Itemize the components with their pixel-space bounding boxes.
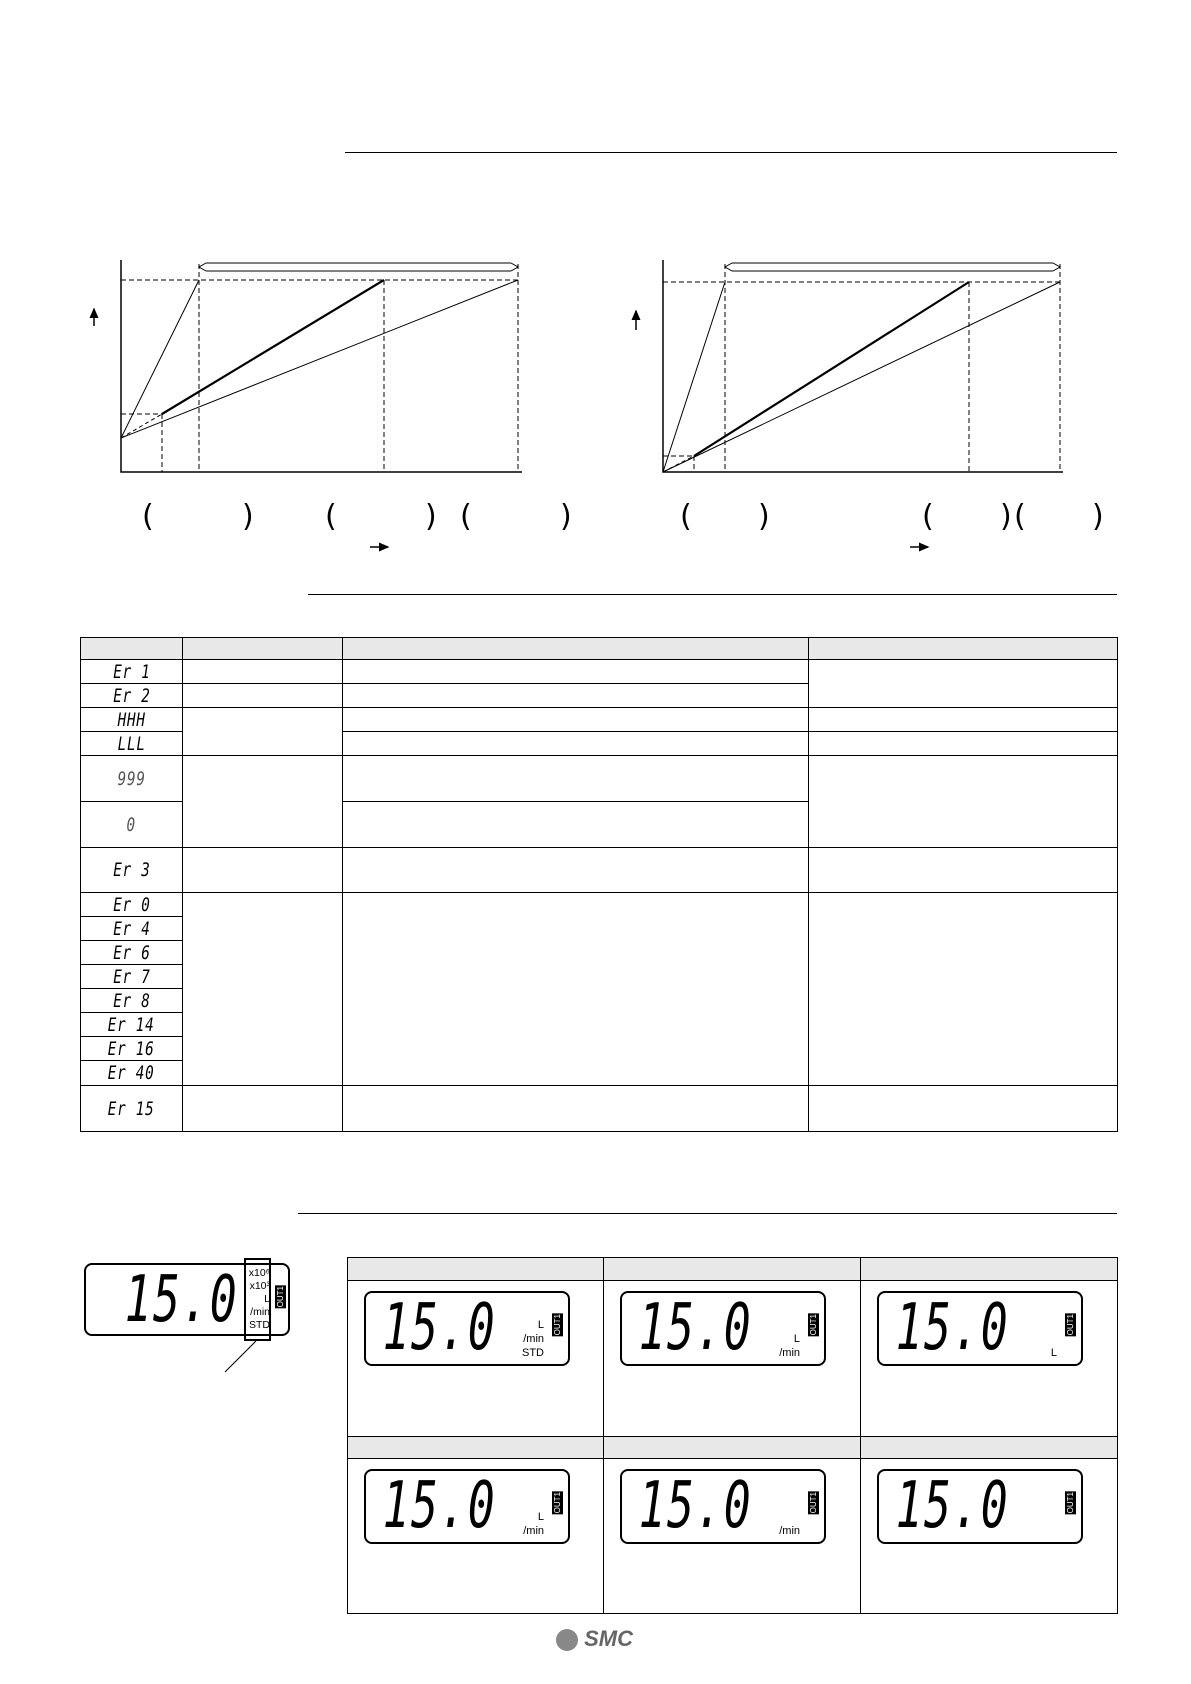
error-code: Er 1	[112, 660, 151, 683]
unit-label: L	[537, 1319, 544, 1331]
error-countermeasure-cell	[809, 660, 1117, 708]
svg-text:(: (	[922, 499, 934, 534]
out1-indicator: OUT1	[809, 1314, 818, 1336]
svg-text:(: (	[1014, 499, 1026, 534]
unit-display-cell	[348, 1281, 604, 1437]
error-code: Er 8	[112, 989, 151, 1012]
unit-indicators	[523, 1510, 544, 1538]
svg-text:(: (	[142, 499, 154, 534]
smc-logo-icon	[556, 1629, 578, 1651]
lcd-display	[877, 1291, 1083, 1366]
error-code: Er 3	[112, 859, 151, 881]
lcd-display	[877, 1469, 1083, 1544]
out1-indicator: OUT1	[553, 1492, 562, 1514]
error-code: Er 14	[108, 1013, 155, 1036]
error-description-cell	[343, 1086, 809, 1132]
error-code-cell	[81, 965, 183, 989]
error-countermeasure-cell	[809, 756, 1117, 848]
error-code: Er 15	[108, 1098, 155, 1120]
error-item-cell	[183, 756, 343, 848]
lcd-display	[620, 1469, 826, 1544]
error-code: Er 0	[112, 893, 151, 916]
unit-label: STD	[522, 1347, 544, 1359]
error-countermeasure-cell	[809, 1086, 1117, 1132]
lcd-display	[364, 1291, 570, 1366]
display-value: 15.0	[895, 1291, 1009, 1365]
error-description-cell	[343, 893, 809, 1086]
error-code-cell	[81, 893, 183, 917]
table-header-cell	[183, 638, 343, 660]
setting-charts	[0, 0, 1191, 640]
error-code-cell	[81, 917, 183, 941]
unit-header-cell	[861, 1437, 1117, 1459]
error-countermeasure-cell	[809, 708, 1117, 732]
unit-header-cell	[348, 1258, 604, 1281]
unit-display-cell	[861, 1459, 1117, 1613]
error-item-cell	[183, 893, 343, 1086]
display-value: 15.0	[124, 1263, 238, 1337]
unit-display-cell	[604, 1281, 861, 1437]
svg-text:(: (	[680, 499, 692, 534]
svg-text:): )	[425, 499, 437, 534]
unit-indicators	[1051, 1346, 1057, 1360]
error-item-cell	[183, 848, 343, 893]
error-code-cell	[81, 1061, 183, 1086]
table-header-cell	[81, 638, 183, 660]
out1-indicator: OUT1	[809, 1492, 818, 1514]
error-code: LLL	[117, 732, 146, 755]
unit-display-cell	[861, 1281, 1117, 1437]
unit-label: /min	[523, 1333, 544, 1345]
table-header-cell	[343, 638, 809, 660]
chart-left	[94, 260, 572, 547]
error-item-cell	[183, 1086, 343, 1132]
unit-label: L	[1050, 1347, 1057, 1359]
error-code-cell	[81, 941, 183, 965]
svg-text:): )	[242, 499, 254, 534]
out1-indicator: OUT1	[553, 1314, 562, 1336]
unit-label: /min	[779, 1347, 800, 1359]
display-value: 15.0	[382, 1291, 496, 1365]
smc-logo: SMC	[556, 1626, 633, 1652]
error-code-cell	[81, 708, 183, 732]
unit-display-table	[347, 1257, 1118, 1614]
error-code-cell	[81, 1013, 183, 1037]
error-description-cell	[343, 756, 809, 802]
error-code-cell	[81, 660, 183, 684]
unit-indicators	[779, 1524, 800, 1538]
error-code: Er 7	[112, 965, 151, 988]
unit-indicators	[522, 1318, 544, 1360]
error-countermeasure-cell	[809, 732, 1117, 756]
unit-label: /min	[523, 1525, 544, 1537]
error-code-cell	[81, 989, 183, 1013]
display-value: 15.0	[638, 1469, 752, 1543]
lcd-display	[364, 1469, 570, 1544]
out1-indicator: OUT1	[276, 1286, 285, 1308]
svg-text:): )	[1092, 499, 1104, 534]
error-code: Er 16	[108, 1037, 155, 1060]
error-code-cell	[81, 732, 183, 756]
unit-header-cell	[348, 1437, 604, 1459]
error-description-cell	[343, 684, 809, 708]
chart-right	[636, 260, 1104, 547]
svg-text:): )	[560, 499, 572, 534]
unit-indicators	[779, 1332, 800, 1360]
unit-label: STD	[249, 1319, 270, 1331]
section-rule	[298, 1213, 1117, 1214]
error-description-cell	[343, 802, 809, 848]
error-description-cell	[343, 732, 809, 756]
error-code: Er 2	[112, 684, 151, 707]
error-code: 999	[117, 767, 146, 790]
error-code: Er 6	[112, 941, 151, 964]
error-code-cell	[81, 1086, 183, 1132]
error-description-cell	[343, 708, 809, 732]
error-code: HHH	[117, 708, 146, 731]
unit-label: x10³	[249, 1280, 270, 1292]
display-value: 15.0	[382, 1469, 496, 1543]
unit-label: /min	[250, 1306, 270, 1318]
unit-label: /min	[779, 1525, 800, 1537]
error-code-cell	[81, 1037, 183, 1061]
unit-label: L	[793, 1333, 800, 1345]
error-item-cell	[183, 660, 343, 684]
svg-text:(: (	[460, 499, 472, 534]
lcd-display	[620, 1291, 826, 1366]
error-countermeasure-cell	[809, 893, 1117, 1086]
display-value: 15.0	[895, 1469, 1009, 1543]
error-table	[80, 637, 1118, 1132]
unit-callout-box	[244, 1258, 271, 1341]
error-description-cell	[343, 660, 809, 684]
error-description-cell	[343, 848, 809, 893]
error-code-cell	[81, 802, 183, 848]
unit-label: L	[537, 1511, 544, 1523]
error-code-cell	[81, 848, 183, 893]
error-item-cell	[183, 708, 343, 756]
unit-header-cell	[604, 1258, 861, 1281]
error-countermeasure-cell	[809, 848, 1117, 893]
unit-display-cell	[348, 1459, 604, 1613]
unit-display-cell	[604, 1459, 861, 1613]
unit-label: x10⁶	[248, 1267, 270, 1279]
error-code-cell	[81, 684, 183, 708]
unit-header-cell	[861, 1258, 1117, 1281]
error-code: Er 4	[112, 917, 151, 940]
out1-indicator: OUT1	[1066, 1492, 1075, 1514]
table-header-cell	[809, 638, 1117, 660]
svg-text:): )	[758, 499, 770, 534]
svg-text:(: (	[325, 499, 337, 534]
error-item-cell	[183, 684, 343, 708]
out1-indicator: OUT1	[1066, 1314, 1075, 1336]
svg-text:): )	[1000, 499, 1012, 534]
error-code-cell	[81, 756, 183, 802]
unit-header-cell	[604, 1437, 861, 1459]
unit-label: L	[264, 1293, 270, 1305]
error-code: Er 40	[108, 1062, 155, 1084]
display-value: 15.0	[638, 1291, 752, 1365]
error-code: 0	[126, 813, 137, 836]
